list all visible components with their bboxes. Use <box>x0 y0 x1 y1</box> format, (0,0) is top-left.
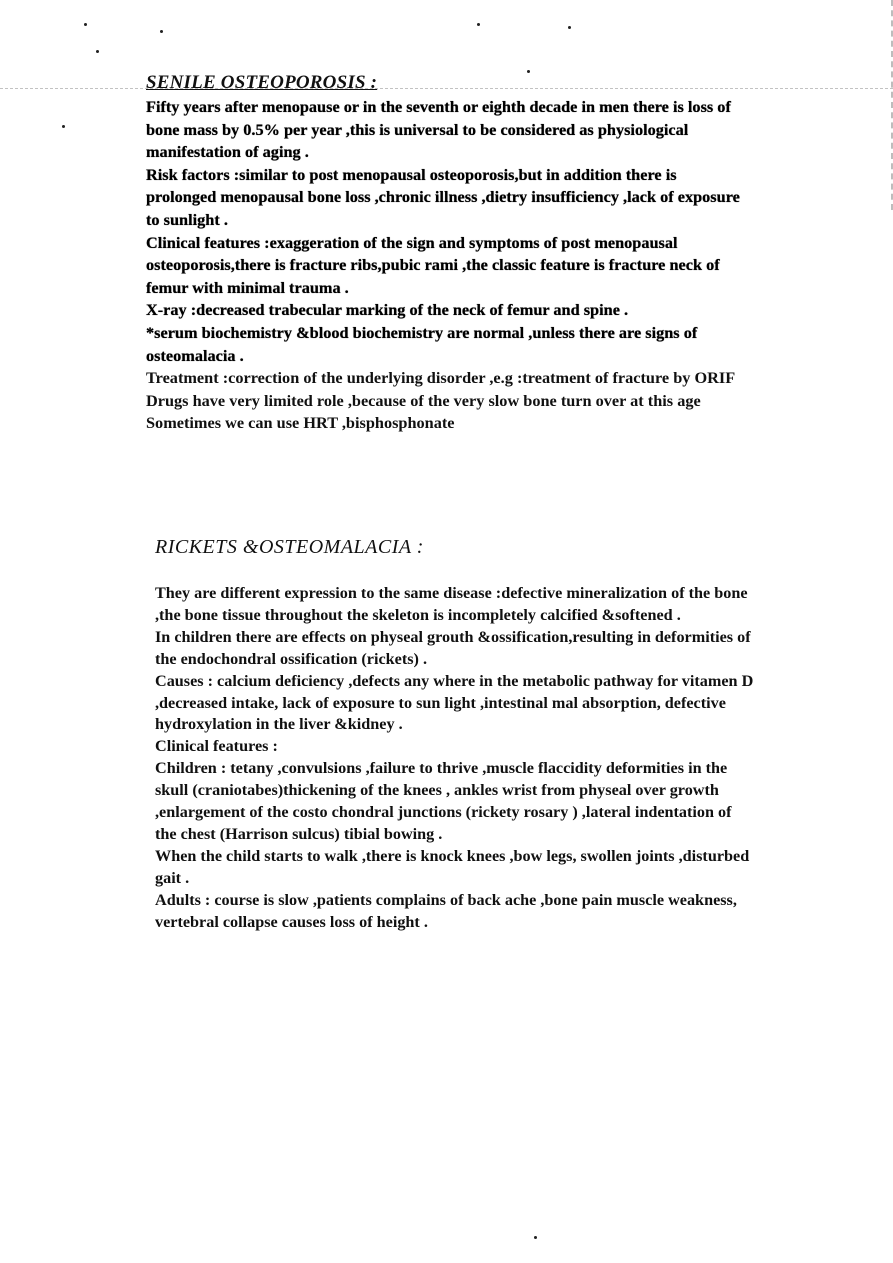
rickets-paragraph: Children : tetany ,convulsions ,failure to thrive ,muscle flaccidity deformities in the skull (craniotabes)thickening of the knees , ankles wrist from physeal over growth ,enlargement of the costo chondral junctions (rickety rosary ) ,lateral indentation of the chest (Harrison sulcus) tibial bowing . <box>155 759 732 843</box>
scan-speck <box>160 30 163 33</box>
rickets-paragraph: Adults : course is slow ,patients complains of back ache ,bone pain muscle weakness, vertebral collapse causes loss of height . <box>155 890 737 931</box>
senile-paragraph: Risk factors :similar to post menopausal osteoporosis,but in addition there is prolonged menopausal bone loss ,chronic illness ,dietry insufficiency ,lack of exposure to sunlight . <box>146 164 740 229</box>
senile-paragraph: Fifty years after menopause or in the seventh or eighth decade in men there is loss of bone mass by 0.5% per year ,this is universal to be considered as physiological manifestation of aging . <box>146 97 731 162</box>
senile-paragraph: Sometimes we can use HRT ,bisphosphonate <box>146 413 455 433</box>
rickets-paragraph: When the child starts to walk ,there is knock knees ,bow legs, swollen joints ,disturbed gait . <box>155 846 750 887</box>
rickets-osteomalacia-section <box>155 536 755 934</box>
scan-edge-noise <box>851 0 893 210</box>
scan-speck <box>84 23 87 26</box>
rickets-paragraph: Clinical features : <box>155 737 278 756</box>
senile-paragraph: Treatment :correction of the underlying disorder ,e.g :treatment of fracture by ORIF <box>146 368 736 388</box>
scan-speck <box>96 50 99 53</box>
senile-osteoporosis-heading: SENILE OSTEOPOROSIS : <box>146 72 378 93</box>
senile-paragraph: *serum biochemistry &blood biochemistry are normal ,unless there are signs of osteomalacia . <box>146 322 698 365</box>
scan-speck <box>534 1236 537 1239</box>
scan-speck <box>62 125 65 128</box>
rickets-paragraph: They are different expression to the same disease :defective mineralization of the bone ,the bone tissue throughout the skeleton is incompletely calcified &softened . <box>155 584 748 624</box>
senile-osteoporosis-section <box>146 72 746 435</box>
rickets-paragraph: In children there are effects on physeal grouth &ossification,resulting in deformities of the endochondral ossification (rickets) . <box>155 627 751 668</box>
rickets-osteomalacia-heading: RICKETS &OSTEOMALACIA : <box>155 536 424 558</box>
scan-speck <box>568 26 571 29</box>
senile-paragraph: X-ray :decreased trabecular marking of the neck of femur and spine . <box>146 300 629 320</box>
scan-speck <box>477 23 480 26</box>
senile-paragraph: Clinical features :exaggeration of the sign and symptoms of post menopausal osteoporosis,there is fracture ribs,pubic rami ,the classic feature is fracture neck of femur with minimal trauma . <box>146 232 720 297</box>
rickets-paragraph: Causes : calcium deficiency ,defects any where in the metabolic pathway for vitamen D ,decreased intake, lack of exposure to sun light ,intestinal mal absorption, defective hydroxylation in the liver &kidney . <box>155 671 754 734</box>
senile-paragraph: Drugs have very limited role ,because of the very slow bone turn over at this age <box>146 390 701 410</box>
